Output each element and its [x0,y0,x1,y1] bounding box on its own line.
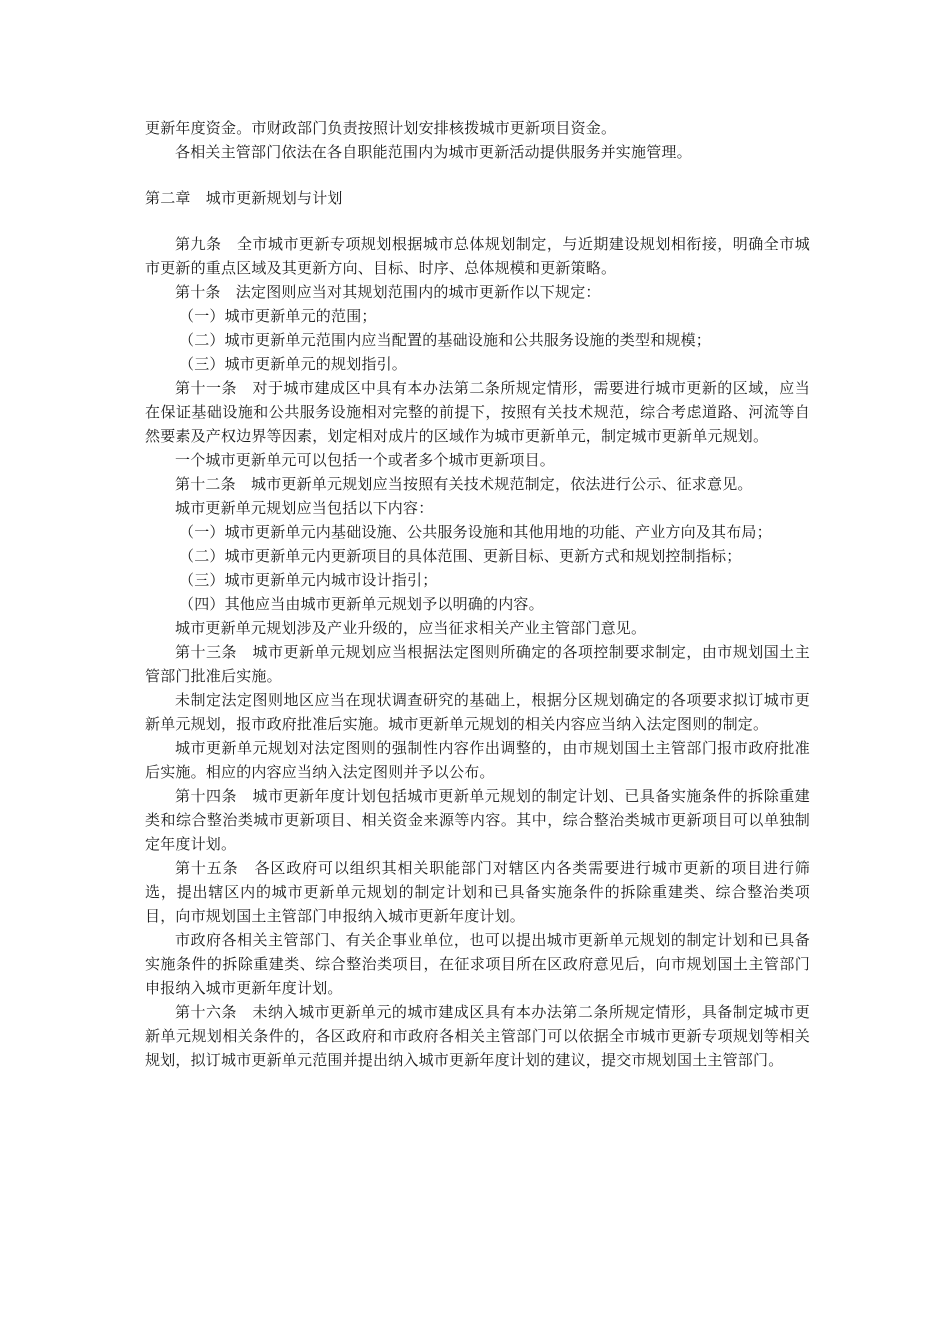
article-15-paragraph-2: 市政府各相关主管部门、有关企事业单位，也可以提出城市更新单元规划的制定计划和已具备实施条件的拆除重建类、综合整治类项目，在征求项目所在区政府意见后，向市规划国土主管部门申报纳入城市更新年度计划。 [145,931,810,997]
article-10: 第十条 法定图则应当对其规划范围内的城市更新作以下规定： [175,283,601,301]
article-9: 第九条 全市城市更新专项规划根据城市总体规划制定，与近期建设规划相衔接，明确全市城市更新的重点区域及其更新方向、目标、时序、总体规模和更新策略。 [145,235,810,277]
article-14: 第十四条 城市更新年度计划包括城市更新单元规划的制定计划、已具备实施条件的拆除重建类和综合整治类城市更新项目、相关资金来源等内容。其中，综合整治类城市更新项目可以单独制定年度计划。 [145,787,810,853]
article-10-item-2: （二）城市更新单元范围内应当配置的基础设施和公共服务设施的类型和规模； [179,331,712,349]
article-12-item-4: （四）其他应当由城市更新单元规划予以明确的内容。 [179,595,544,613]
article-15: 第十五条 各区政府可以组织其相关职能部门对辖区内各类需要进行城市更新的项目进行筛选，提出辖区内的城市更新单元规划的制定计划和已具备实施条件的拆除重建类、综合整治类项目，向市规划国土主管部门申报纳入城市更新年度计划。 [145,859,810,925]
article-13-paragraph-2: 未制定法定图则地区应当在现状调查研究的基础上，根据分区规划确定的各项要求拟订城市更新单元规划，报市政府批准后实施。城市更新单元规划的相关内容应当纳入法定图则的制定。 [145,691,810,733]
article-12-item-1: （一）城市更新单元内基础设施、公共服务设施和其他用地的功能、产业方向及其布局； [179,523,772,541]
article-13-paragraph-3: 城市更新单元规划对法定图则的强制性内容作出调整的，由市规划国土主管部门报市政府批准后实施。相应的内容应当纳入法定图则并予以公布。 [145,739,810,781]
article-10-item-3: （三）城市更新单元的规划指引。 [179,355,408,373]
article-12-paragraph-2: 城市更新单元规划应当包括以下内容： [175,499,434,517]
article-10-item-1: （一）城市更新单元的范围； [179,307,377,325]
article-12-item-2: （二）城市更新单元内更新项目的具体范围、更新目标、更新方式和规划控制指标； [179,547,742,565]
chapter-title: 第二章 城市更新规划与计划 [145,189,343,207]
intro-paragraph-1: 更新年度资金。市财政部门负责按照计划安排核拨城市更新项目资金。 [145,119,617,137]
article-12-paragraph-3: 城市更新单元规划涉及产业升级的，应当征求相关产业主管部门意见。 [175,619,647,637]
article-13: 第十三条 城市更新单元规划应当根据法定图则所确定的各项控制要求制定，由市规划国土主管部门批准后实施。 [145,643,810,685]
article-12: 第十二条 城市更新单元规划应当按照有关技术规范制定，依法进行公示、征求意见。 [175,475,753,493]
article-11-paragraph-2: 一个城市更新单元可以包括一个或者多个城市更新项目。 [175,451,556,469]
article-11: 第十一条 对于城市建成区中具有本办法第二条所规定情形，需要进行城市更新的区域，应当在保证基础设施和公共服务设施相对完整的前提下，按照有关技术规范，综合考虑道路、河流等自然要素及产权边界等因素，划定相对成片的区域作为城市更新单元，制定城市更新单元规划。 [145,379,810,445]
article-16: 第十六条 未纳入城市更新单元的城市建成区具有本办法第二条所规定情形，具备制定城市更新单元规划相关条件的，各区政府和市政府各相关主管部门可以依据全市城市更新专项规划等相关规划，拟订城市更新单元范围并提出纳入城市更新年度计划的建议，提交市规划国土主管部门。 [145,1003,810,1069]
intro-paragraph-2: 各相关主管部门依法在各自职能范围内为城市更新活动提供服务并实施管理。 [175,143,692,161]
document-body [145,116,810,1072]
article-12-item-3: （三）城市更新单元内城市设计指引； [179,571,438,589]
